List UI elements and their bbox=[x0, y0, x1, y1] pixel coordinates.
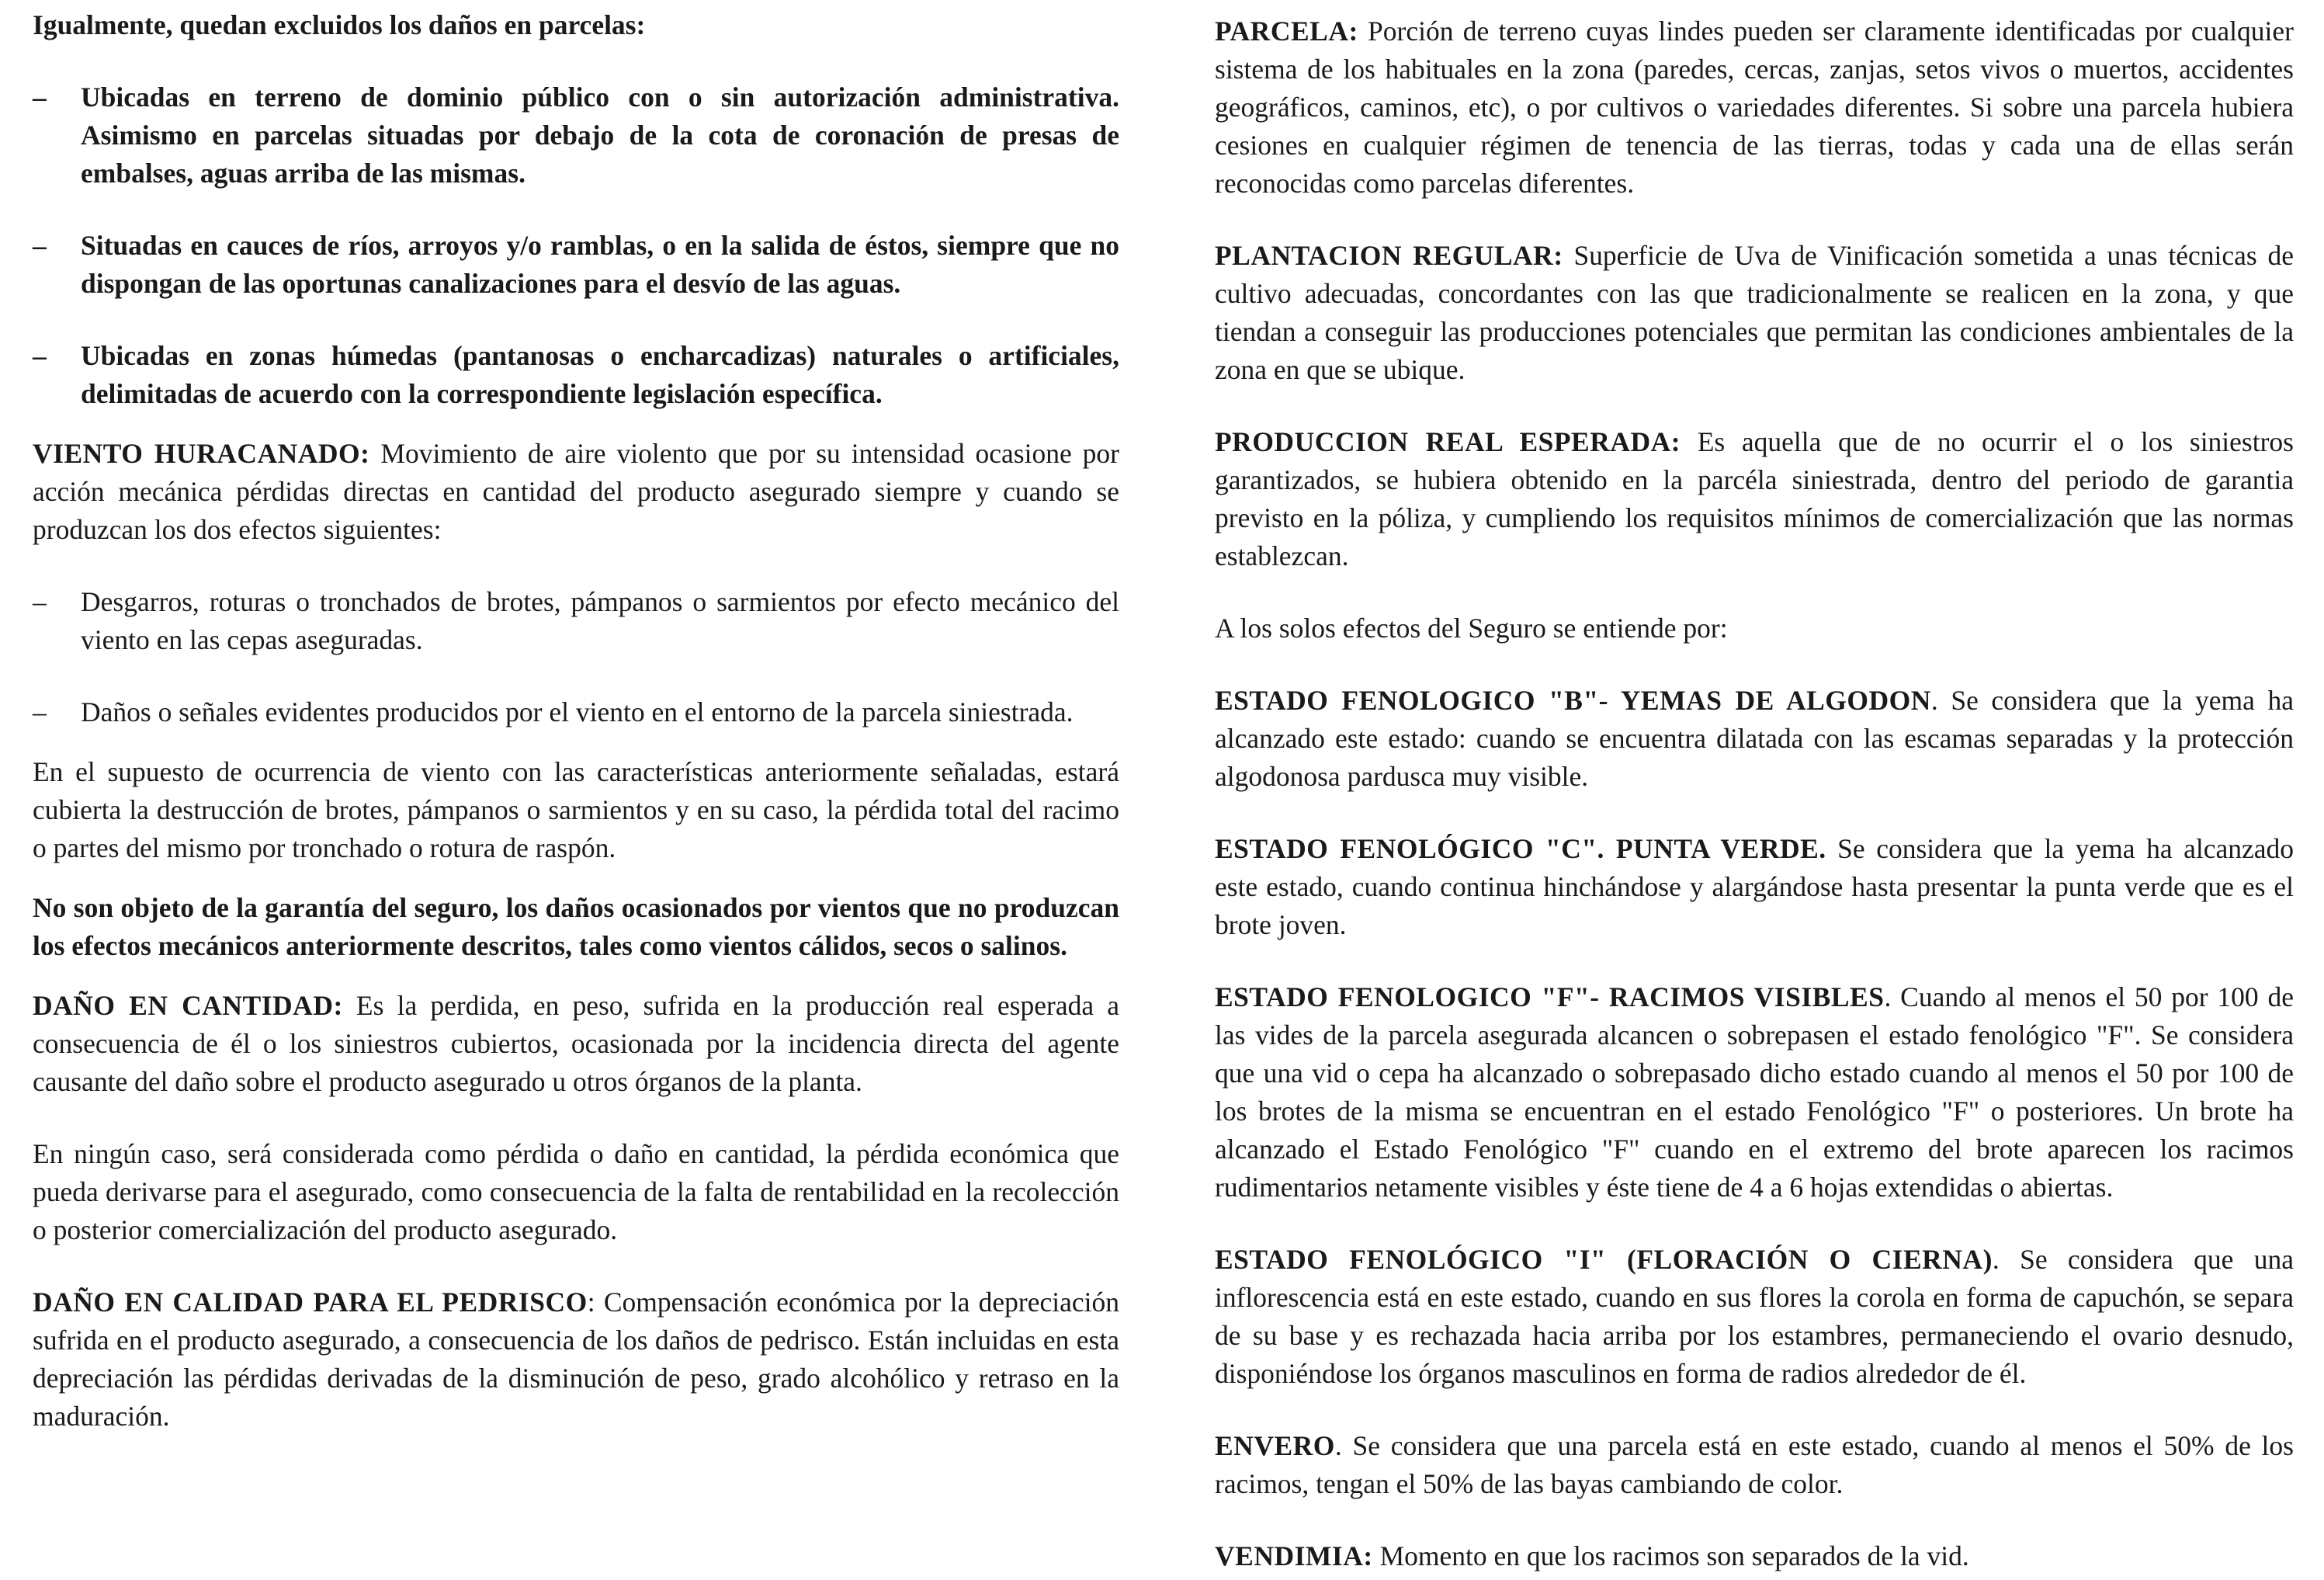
vendimia-term: VENDIMIA: bbox=[1215, 1540, 1373, 1571]
estado-f-text: . Cuando al menos el 50 por 100 de las vides de la parcela asegurada alcancen o sobrepasen el estado fenológico "F". Se considera que una vid o cepa ha alcanzado o sobrepasado dicho estado cuando al menos el 50 por 100 de los brotes de la misma se encuentran en el estado Fenológico "F" o posteriores. Un brote ha alcanzado el Estado Fenológico "F" cuando en el extremo del brote aparecen los racimos rudimentarios netamente visibles y éste tiene de 4 a 6 hojas extendidas o abiertas. bbox=[1215, 981, 2294, 1203]
viento-effect-2 bbox=[33, 693, 1119, 731]
dano-cantidad-text: Es la perdida, en peso, sufrida en la producción real esperada a consecuencia de él o los siniestros cubiertos, ocasionada por la incidencia directa del agente causante del daño sobre el producto asegurado u otros órganos de la planta. bbox=[33, 990, 1119, 1097]
produccion-text: Es aquella que de no ocurrir el o los siniestros garantizados, se hubiera obtenido en la parcéla siniestrada, dentro del periodo de garantia previsto en la póliza, y cumpliendo los requisitos mínimos de comercialización que las normas establezcan. bbox=[1215, 426, 2294, 571]
plantacion-term: PLANTACION REGULAR: bbox=[1215, 240, 1563, 271]
viento-effect-text-2: Daños o señales evidentes producidos por el viento en el entorno de la parcela siniestrada. bbox=[81, 696, 1074, 727]
bullet-dash: – bbox=[33, 82, 47, 113]
bullet-dash: – bbox=[33, 340, 47, 371]
plantacion-text: Superficie de Uva de Vinificación sometida a unas técnicas de cultivo adecuadas, concordantes con las que tradicionalmente se realicen en la zona, y que tiendan a conseguir las producciones potenciales que permitan las condiciones ambientales de la zona en que se ubique. bbox=[1215, 240, 2294, 385]
solos-efectos-line: A los solos efectos del Seguro se entiende por: bbox=[1215, 613, 1728, 644]
exclusion-item-1 bbox=[33, 78, 1119, 193]
envero-definition bbox=[1215, 1427, 2294, 1503]
dano-calidad-definition bbox=[33, 1283, 1119, 1436]
exclusion-text-1: Ubicadas en terreno de dominio público con o sin autorización administrativa. Asimismo en parcelas situadas por debajo de la cota de coronación de presas de embalses, aguas arriba de las mismas. bbox=[81, 82, 1119, 189]
dano-cantidad-definition bbox=[33, 987, 1119, 1101]
exclusion-text-2: Situadas en cauces de ríos, arroyos y/o ramblas, o en la salida de éstos, siempre que no dispongan de las oportunas canalizaciones para el desvío de las aguas. bbox=[81, 230, 1119, 299]
viento-term: VIENTO HURACANADO: bbox=[33, 438, 370, 469]
left-column bbox=[33, 6, 1119, 1436]
parcela-text: Porción de terreno cuyas lindes pueden ser claramente identificadas por cualquier sistema de los habituales en la zona (paredes, cercas, zanjas, setos vivos o muertos, accidentes geográficos, caminos, etc), o por cultivos o variedades diferentes. Si sobre una parcela hubiera cesiones en cualquier régimen de tenencia de las tierras, todas y cada una de ellas serán reconocidas como parcelas diferentes. bbox=[1215, 16, 2294, 199]
vendimia-definition bbox=[1215, 1537, 2294, 1575]
right-column bbox=[1215, 12, 2294, 1575]
vendimia-text: Momento en que los racimos son separados de la vid. bbox=[1372, 1540, 1969, 1571]
bullet-dash: – bbox=[33, 696, 47, 727]
estado-i-definition bbox=[1215, 1241, 2294, 1393]
dano-calidad-term: DAÑO EN CALIDAD PARA EL PEDRISCO bbox=[33, 1287, 588, 1318]
envero-term: ENVERO bbox=[1215, 1430, 1335, 1461]
estado-b-text: . Se considera que la yema ha alcanzado este estado: cuando se encuentra dilatada con las escamas separadas y la protección algodonosa pardusca muy visible. bbox=[1215, 685, 2295, 792]
dano-cantidad-note: En ningún caso, será considerada como pérdida o daño en cantidad, la pérdida económica que pueda derivarse para el asegurado, como consecuencia de la falta de rentabilidad en la recolección o posterior comercialización del producto asegurado. bbox=[33, 1138, 1119, 1245]
bullet-dash: – bbox=[33, 230, 47, 261]
parcela-definition bbox=[1215, 12, 2294, 203]
viento-coverage: En el supuesto de ocurrencia de viento con las características anteriormente señaladas, estará cubierta la destrucción de brotes, pámpanos o sarmientos y en su caso, la pérdida total del racimo o partes del mismo por tronchado o rotura de raspón. bbox=[33, 756, 1119, 863]
estado-b-term: ESTADO FENOLOGICO "B"- YEMAS DE ALGODON bbox=[1215, 685, 1931, 716]
estado-f-definition bbox=[1215, 978, 2294, 1207]
estado-c-definition bbox=[1215, 830, 2294, 944]
envero-text: . Se considera que una parcela está en este estado, cuando al menos el 50% de los racimos, tengan el 50% de las bayas cambiando de color. bbox=[1215, 1430, 2294, 1499]
plantacion-definition bbox=[1215, 237, 2294, 389]
dano-calidad-text: : Compensación económica por la depreciación sufrida en el producto asegurado, a consecuencia de los daños de pedrisco. Están incluidas en esta depreciación las pérdidas derivadas de la disminución de peso, grado alcohólico y retraso en la maduración. bbox=[33, 1287, 1119, 1432]
dano-cantidad-term: DAÑO EN CANTIDAD: bbox=[33, 990, 343, 1021]
exclusion-text-3: Ubicadas en zonas húmedas (pantanosas o encharcadizas) naturales o artificiales, delimitadas de acuerdo con la correspondiente legislación específica. bbox=[81, 340, 1119, 409]
estado-i-text: . Se considera que una inflorescencia está en este estado, cuando en sus flores la corola en forma de capuchón, se separa de su base y es rechazada hacia arriba por los estambres, permaneciendo el ovario desnudo, disponiéndose los órganos masculinos en forma de radios alrededor de él. bbox=[1215, 1244, 2294, 1389]
bullet-dash: – bbox=[33, 586, 47, 617]
viento-text: Movimiento de aire violento que por su intensidad ocasione por acción mecánica pérdidas directas en cantidad del producto asegurado siempre y cuando se produzcan los dos efectos siguientes: bbox=[33, 438, 1120, 545]
produccion-term: PRODUCCION REAL ESPERADA: bbox=[1215, 426, 1681, 457]
estado-f-term: ESTADO FENOLOGICO "F"- RACIMOS VISIBLES bbox=[1215, 981, 1885, 1012]
exclusion-item-2 bbox=[33, 227, 1119, 303]
estado-c-text: Se considera que la yema ha alcanzado este estado, cuando continua hinchándose y alargándose hasta presentar la punta verde que es el brote joven. bbox=[1215, 833, 2295, 940]
viento-definition bbox=[33, 435, 1119, 549]
parcela-term: PARCELA: bbox=[1215, 16, 1358, 47]
estado-c-term: ESTADO FENOLÓGICO "C". PUNTA VERDE. bbox=[1215, 833, 1826, 864]
exclusion-item-3 bbox=[33, 337, 1119, 413]
exclusions-intro: Igualmente, quedan excluidos los daños en parcelas: bbox=[33, 9, 646, 40]
produccion-definition bbox=[1215, 423, 2294, 575]
viento-effect-1 bbox=[33, 583, 1119, 659]
viento-exclusion: No son objeto de la garantía del seguro, los daños ocasionados por vientos que no produzcan los efectos mecánicos anteriormente descritos, tales como vientos cálidos, secos o salinos. bbox=[33, 892, 1119, 961]
viento-effect-text-1: Desgarros, roturas o tronchados de brotes, pámpanos o sarmientos por efecto mecánico del viento en las cepas aseguradas. bbox=[81, 586, 1119, 655]
estado-b-definition bbox=[1215, 682, 2294, 796]
estado-i-term: ESTADO FENOLÓGICO "I" (FLORACIÓN O CIERNA) bbox=[1215, 1244, 1993, 1275]
